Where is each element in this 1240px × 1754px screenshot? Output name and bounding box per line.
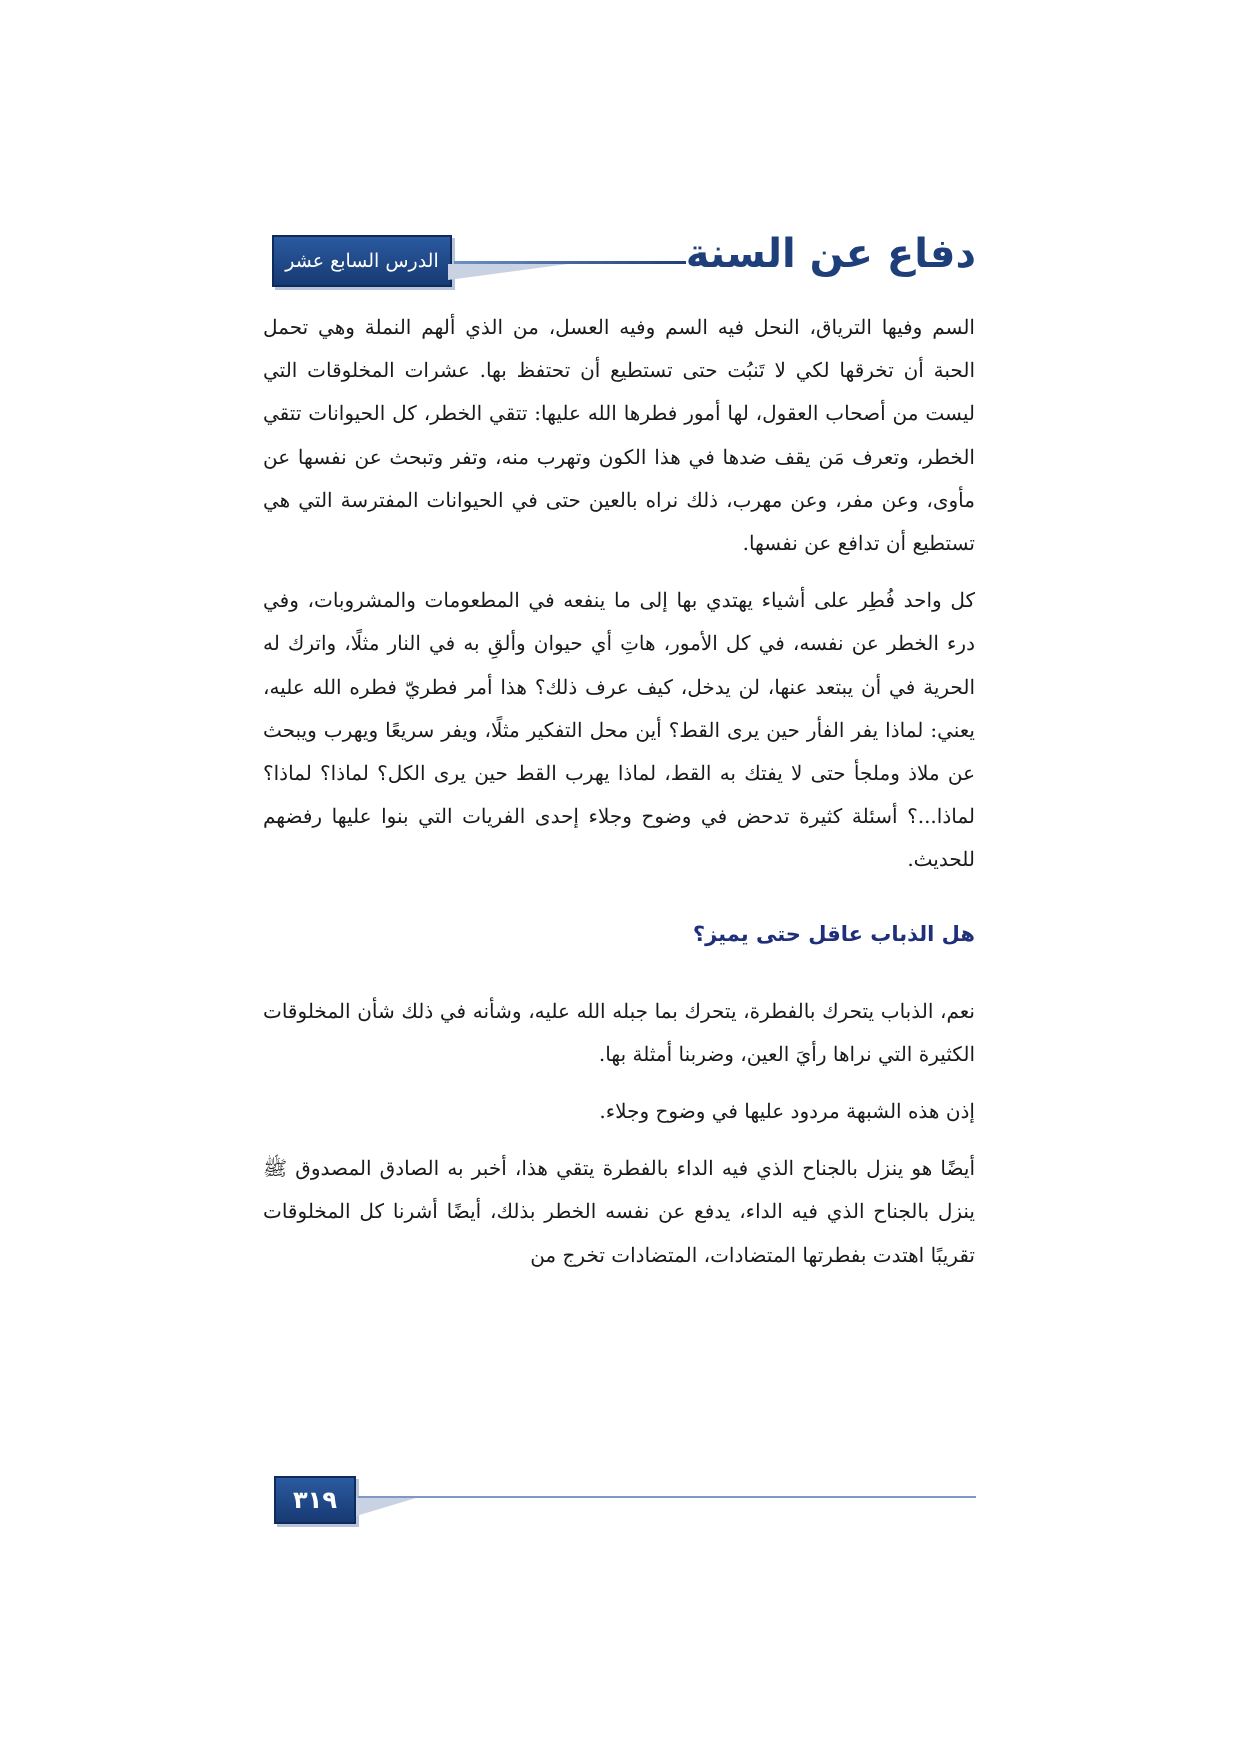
paragraph-2: كل واحد فُطِر على أشياء يهتدي بها إلى ما ينفعه في المطعومات والمشروبات، وفي درء الخطر عن نفسه، في كل الأمور، هاتِ أي حيوان وألقِ به في النار مثلًا، واترك له الحرية في أن يبتعد عنها، لن يدخل، كيف عرف ذلك؟ هذا أمر فطريّ فطره الله عليه، يعني: لماذا يفر الفأر حين يرى القط؟ أين محل التفكير مثلًا، ويفر سريعًا ويهرب ويبحث عن ملاذ وملجأ حتى لا يفتك به القط، لماذا يهرب القط حين يرى الكل؟ لماذا؟ لماذا؟ لماذا...؟ أسئلة كثيرة تدحض في وضوح وجلاء إحدى الفريات التي بنوا عليها رفضهم للحديث. (263, 588, 975, 872)
page-number: ٣١٩ (274, 1476, 356, 1524)
footer-rule (358, 1496, 976, 1498)
paragraph-5: أيضًا هو ينزل بالجناح الذي فيه الداء بالفطرة يتقي هذا، أخبر به الصادق المصدوق ﷺ ينزل بالجناح الذي فيه الداء، يدفع عن نفسه الخطر بذلك، أيضًا أشرنا كل المخلوقات تقريبًا اهتدت بفطرتها المتضادات، المتضادات تخرج من (263, 1156, 975, 1267)
lesson-badge: الدرس السابع عشر (272, 235, 452, 287)
page-footer (274, 1476, 976, 1536)
book-title: دفاع عن السنة (685, 231, 976, 277)
page-header (272, 228, 976, 290)
footer-decoration (356, 1498, 416, 1516)
paragraph-3: نعم، الذباب يتحرك بالفطرة، يتحرك بما جبله الله عليه، وشأنه في ذلك شأن المخلوقات الكثيرة التي نراها رأيَ العين، وضربنا أمثلة بها. (263, 998, 976, 1066)
page-content (263, 306, 975, 1291)
header-decoration (448, 264, 568, 280)
paragraph-1: السم وفيها الترياق، النحل فيه السم وفيه العسل، من الذي ألهم النملة وهي تحمل الحبة أن تخرقها لكي لا تَنبُت حتى تستطيع أن تحتفظ بها. عشرات المخلوقات التي ليست من أصحاب العقول، لها أمور فطرها الله عليها: تتقي الخطر، كل الحيوانات تتقي الخطر، وتعرف مَن يقف ضدها في هذا الكون وتهرب منه، وتفر وتبحث عن نفسها عن مأوى، وعن مفر، وعن مهرب، ذلك نراه بالعين حتى في الحيوانات المفترسة التي هي تستطيع أن تدافع عن نفسها. (263, 315, 975, 556)
section-heading: هل الذباب عاقل حتى يميز؟ (692, 921, 975, 946)
paragraph-4: إذن هذه الشبهة مردود عليها في وضوح وجلاء. (599, 1099, 975, 1124)
header-rule (454, 261, 686, 264)
